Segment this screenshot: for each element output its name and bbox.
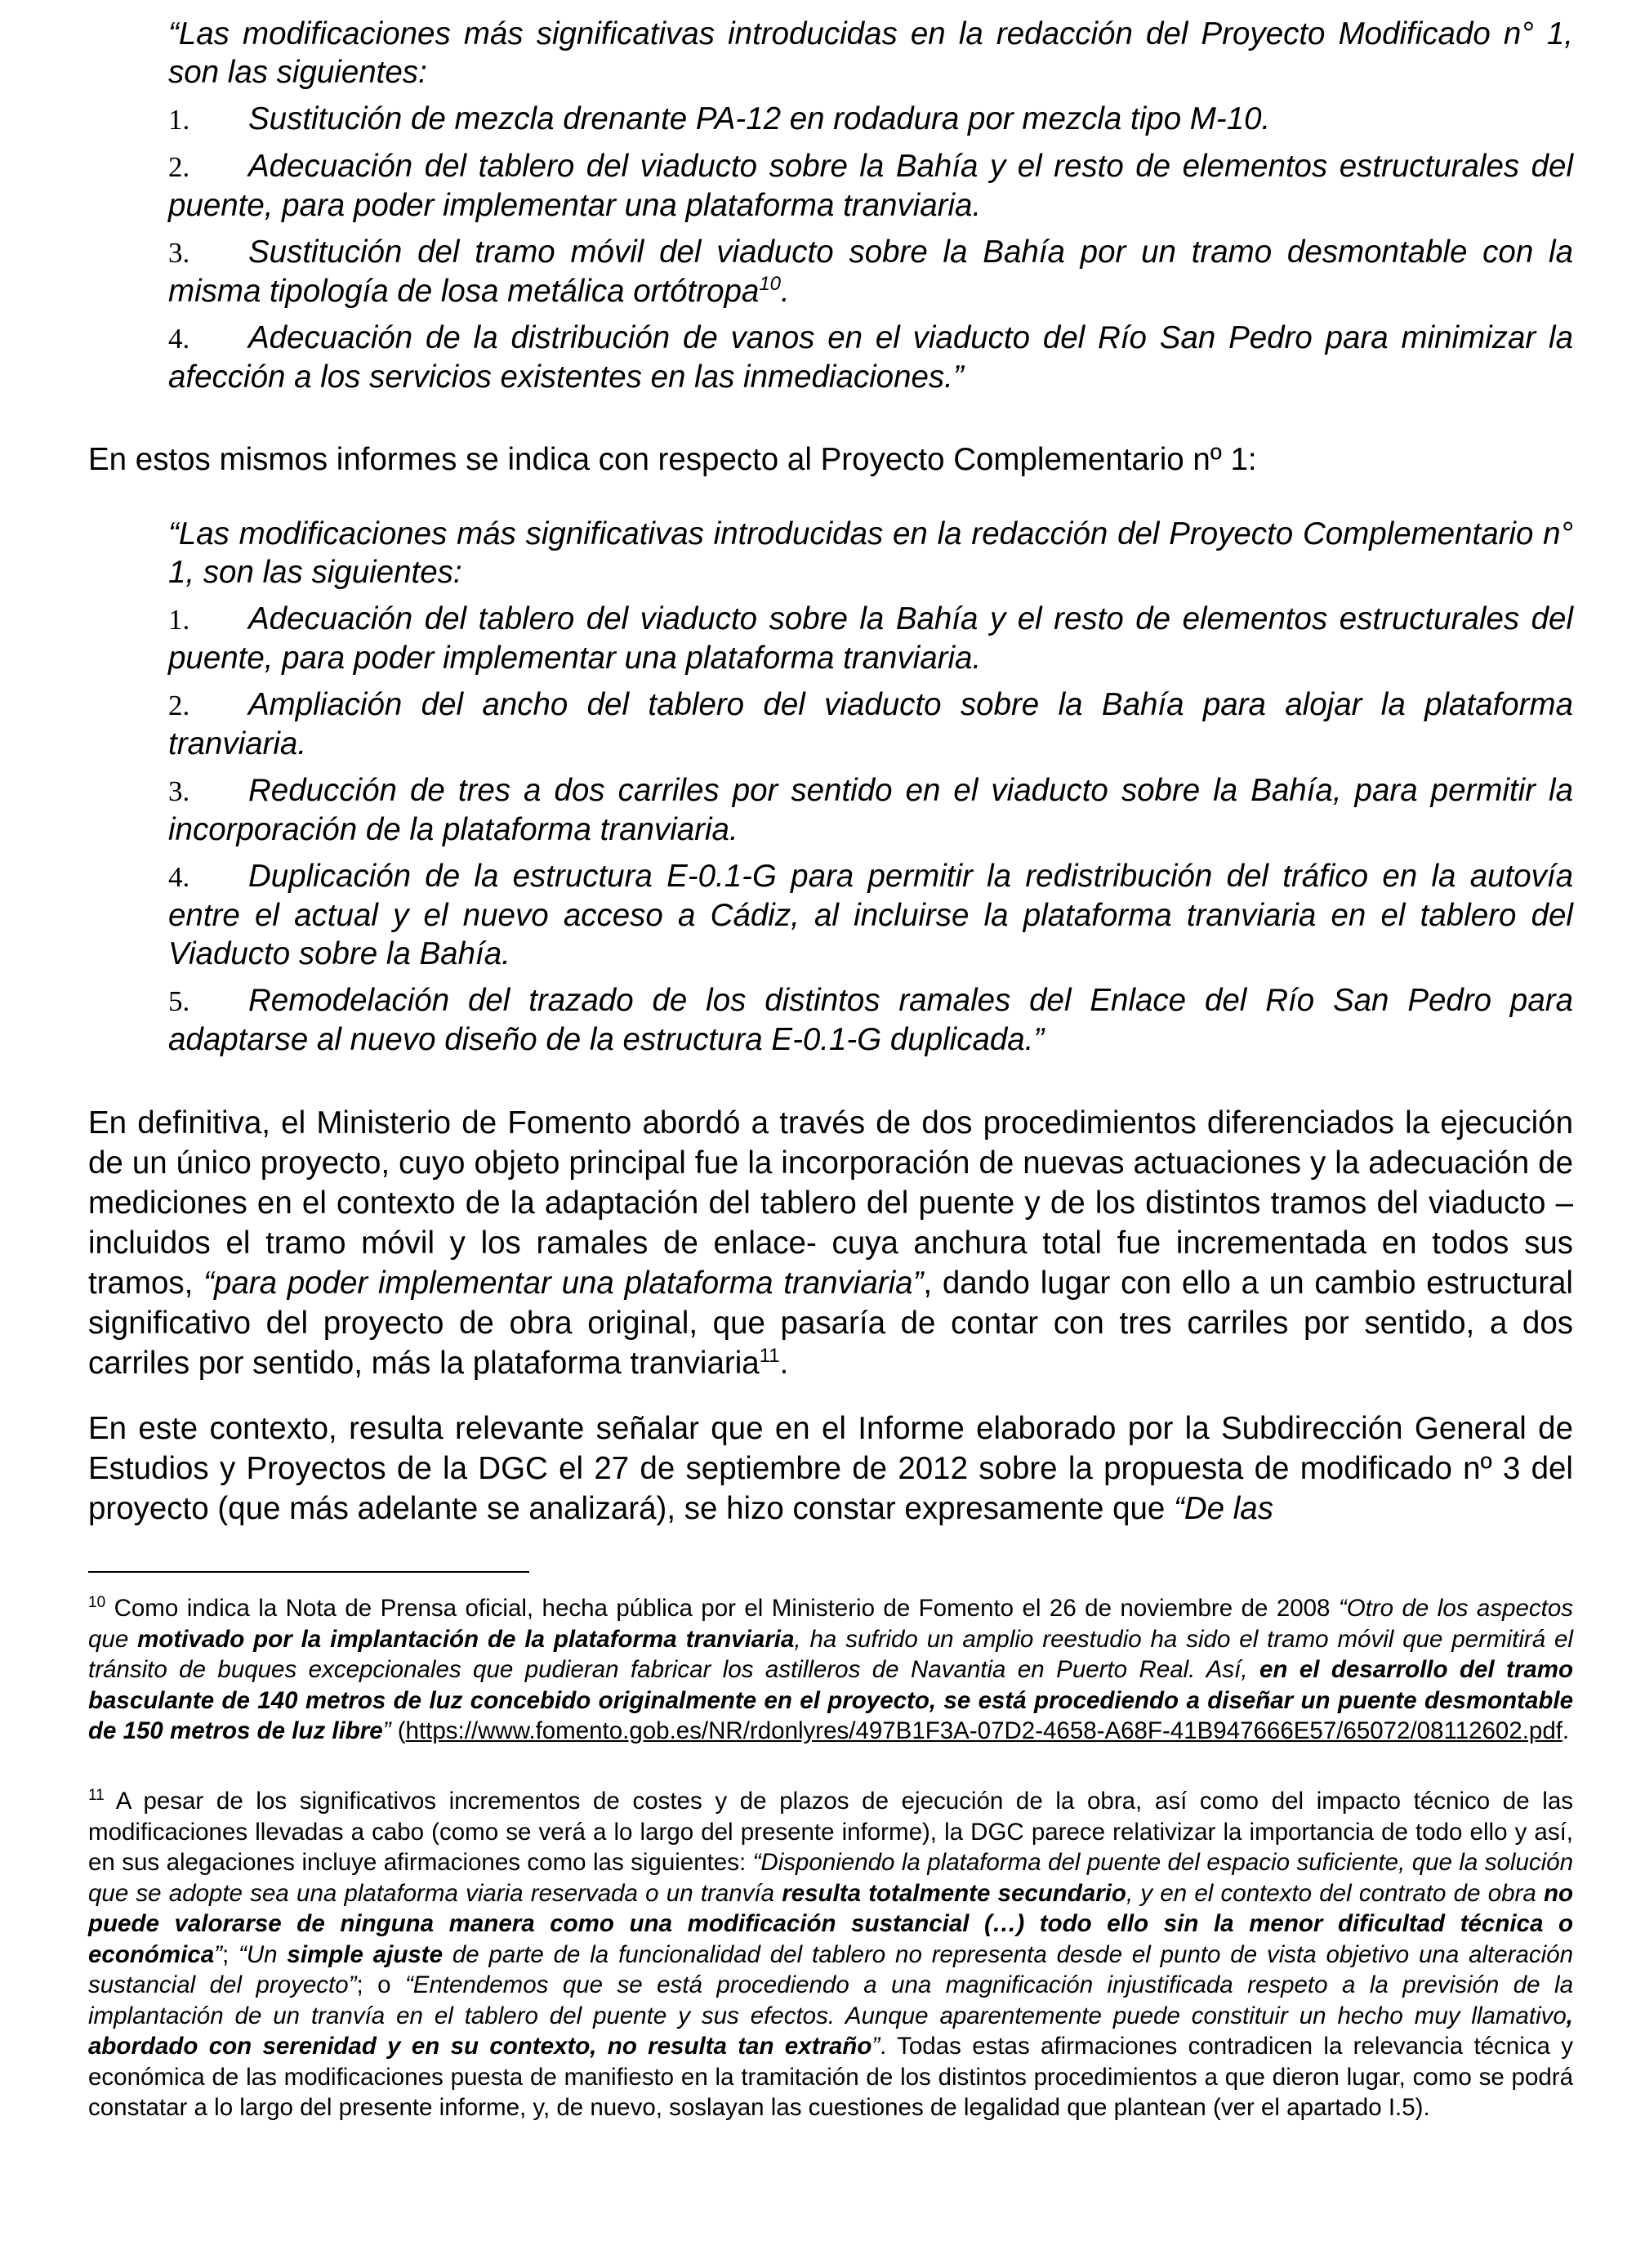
text-run: , y en el contexto del contrato de obra	[1126, 1879, 1544, 1907]
list-text: Sustitución de mezcla drenante PA-12 en rodadura por mezcla tipo M-10.	[248, 101, 1271, 136]
text-run: “Disponiendo la plataforma del puente del espacio suficiente, que la solución que se adopte sea una plataforma viaria reservada o un tranvía	[88, 1849, 1573, 1907]
list-number: 2.	[168, 151, 190, 183]
list-item	[168, 600, 1573, 677]
footnote-reference[interactable]: 11	[759, 1345, 780, 1368]
text-run: ;	[221, 1940, 239, 1968]
list-item	[168, 233, 1573, 310]
list-text: Adecuación de la distribución de vanos en el viaducto del Río San Pedro para minimizar la afección a los servicios existentes en las inmediaciones.”	[168, 320, 1573, 395]
list-item	[168, 857, 1573, 973]
quote-intro: “Las modificaciones más significativas introducidas en la redacción del Proyecto Complementario n° 1, son las siguientes:	[168, 516, 1573, 590]
text-run: , abordado con serenidad y en su contexto, no resulta tan extraño	[88, 2002, 1573, 2060]
footnote-reference[interactable]: 10	[759, 273, 782, 296]
punctuation: .	[1562, 1717, 1570, 1744]
punctuation: .	[779, 1346, 789, 1381]
quote-proyecto-modificado	[168, 15, 1573, 396]
list-text: Sustitución del tramo móvil del viaducto sobre la Bahía por un tramo desmontable con la misma tipología de losa metálica ortótropa	[168, 234, 1573, 309]
list-text: Adecuación del tablero del viaducto sobre la Bahía y el resto de elementos estructurales del puente, para poder implementar una plataforma tranviaria.	[168, 149, 1573, 223]
list-item	[168, 771, 1573, 849]
list-item	[168, 100, 1573, 139]
quote-intro: “Las modificaciones más significativas introducidas en la redacción del Proyecto Modificado n° 1, son las siguientes:	[168, 16, 1573, 90]
text-run: motivado por la implantación de la plataforma tranviaria	[137, 1625, 795, 1653]
footnote-11	[88, 1786, 1573, 2123]
list-number: 4.	[168, 861, 190, 893]
footnote-mark: 11	[88, 1787, 105, 1805]
footnote-mark: 10	[88, 1594, 106, 1612]
text-run: en el desarrollo del tramo basculante de 140 metros de luz concebido originalmente en el proyecto, se está procediendo a diseñar un puente desmontable de 150 metros de luz libre	[88, 1656, 1573, 1744]
list-text: Ampliación del ancho del tablero del viaducto sobre la Bahía para alojar la plataforma tranviaria.	[168, 687, 1573, 761]
quote-proyecto-complementario	[168, 515, 1573, 1059]
list-text: Duplicación de la estructura E-0.1-G para permitir la redistribución del tráfico en la autovía entre el actual y el nuevo acceso a Cádiz, al incluirse la plataforma tranviaria en el tablero del Viaducto sobre la Bahía.	[168, 859, 1573, 971]
text-run: En definitiva, el Ministerio de Fomento abordó a través de dos procedimientos diferenciados la ejecución de un único proyecto, cuyo objeto principal fue la incorporación de nuevas actuaciones y la adecuación de mediciones en el contexto de la adaptación del tablero del puente y de los distintos tramos del viaducto –incluidos el tramo móvil y los ramales de enlace- cuya anchura total fue incrementada en todos sus tramos,	[88, 1105, 1573, 1301]
list-text: Remodelación del trazado de los distintos ramales del Enlace del Río San Pedro para adaptarse al nuevo diseño de la estructura E-0.1-G duplicada.”	[168, 983, 1573, 1057]
text-run: “Entendemos que se está procediendo a una magnificación injustificada respeto a la previsión de la implantación de un tranvía en el tablero del puente y sus efectos. Aunque aparentemente puede constituir un hecho muy llamativo	[88, 1971, 1573, 2029]
text-run: ; o	[356, 1971, 405, 1998]
list-text: Adecuación del tablero del viaducto sobre la Bahía y el resto de elementos estructurales del puente, para poder implementar una plataforma tranviaria.	[168, 601, 1573, 676]
paragraph-contexto	[88, 1409, 1573, 1529]
text-run: ”	[872, 2033, 880, 2060]
text-run: , dando lugar con ello a un cambio estructural significativo del proyecto de obra original, que pasaría de contar con tres carriles por sentido, a dos carriles por sentido, más la plataforma tranviaria	[88, 1266, 1573, 1381]
text-run: resulta totalmente secundario	[782, 1879, 1126, 1907]
footnote-10	[88, 1593, 1573, 1747]
text-run: de parte de la funcionalidad del tablero no representa desde el punto de vista objetivo una alteración sustancial del proyecto”	[88, 1940, 1573, 1998]
list-number: 3.	[168, 237, 190, 269]
list-item	[168, 147, 1573, 225]
list-item	[168, 981, 1573, 1059]
text-run: Como indica la Nota de Prensa oficial, hecha pública por el Ministerio de Fomento el 26 de noviembre de 2008	[105, 1595, 1339, 1622]
list-number: 1.	[168, 104, 190, 136]
text-run: , ha sufrido un amplio reestudio ha sido el tramo móvil que permitirá el tránsito de buques excepcionales que pudieran fabricar los astilleros de Navantia en Puerto Real. Así,	[88, 1625, 1573, 1683]
text-run: (	[390, 1717, 406, 1744]
list-number: 3.	[168, 775, 190, 807]
list-text: Reducción de tres a dos carriles por sentido en el viaducto sobre la Bahía, para permitir la incorporación de la plataforma tranviaria.	[168, 773, 1573, 847]
text-run: no puede valorarse de ninguna manera como una modificación sustancial (…) todo ello sin la menor dificultad técnica o económica	[88, 1879, 1574, 1968]
paragraph-complementario: En estos mismos informes se indica con respecto al Proyecto Complementario nº 1:	[88, 442, 1257, 477]
paragraph-definitiva	[88, 1103, 1573, 1383]
text-run: simple ajuste	[287, 1940, 443, 1968]
list-number: 5.	[168, 985, 190, 1017]
list-number: 4.	[168, 323, 190, 355]
text-run: A pesar de los significativos incrementos de costes y de plazos de ejecución de la obra, así como del impacto técnico de las modificaciones llevadas a cabo (como se verá a lo largo del presente informe), la DGC parece relativizar la importancia de todo ello y así, en sus alegaciones incluye afirmaciones como las siguientes:	[88, 1788, 1573, 1876]
text-run: “Un	[239, 1940, 288, 1968]
list-item	[168, 319, 1573, 396]
punctuation: .	[781, 274, 790, 309]
italic-quote: “De las	[1174, 1491, 1273, 1526]
footnote-separator	[88, 1571, 529, 1573]
text-run: ”	[214, 1940, 222, 1968]
source-link[interactable]: https://www.fomento.gob.es/NR/rdonlyres/497B1F3A-07D2-4658-A68F-41B947666E57/65072/08112602.pdf	[405, 1717, 1563, 1744]
text-run: ”	[382, 1717, 391, 1744]
list-item	[168, 685, 1573, 763]
text-run: “Otro de los aspectos que	[88, 1595, 1573, 1653]
text-run: . Todas estas afirmaciones contradicen la relevancia técnica y económica de las modificaciones puesta de manifiesto en la tramitación de los distintos procedimientos a que dieron lugar, como se podrá constatar a lo largo del presente informe, y, de nuevo, soslayan las cuestiones de legalidad que plantean (ver el apartado I.5).	[88, 2033, 1573, 2121]
italic-quote: “para poder implementar una plataforma tranviaria”	[203, 1266, 924, 1301]
list-number: 1.	[168, 604, 190, 636]
list-number: 2.	[168, 690, 190, 721]
text-run: En este contexto, resulta relevante señalar que en el Informe elaborado por la Subdirección General de Estudios y Proyectos de la DGC el 27 de septiembre de 2012 sobre la propuesta de modificado nº 3 del proyecto (que más adelante se analizará), se hizo constar expresamente que	[88, 1411, 1573, 1526]
